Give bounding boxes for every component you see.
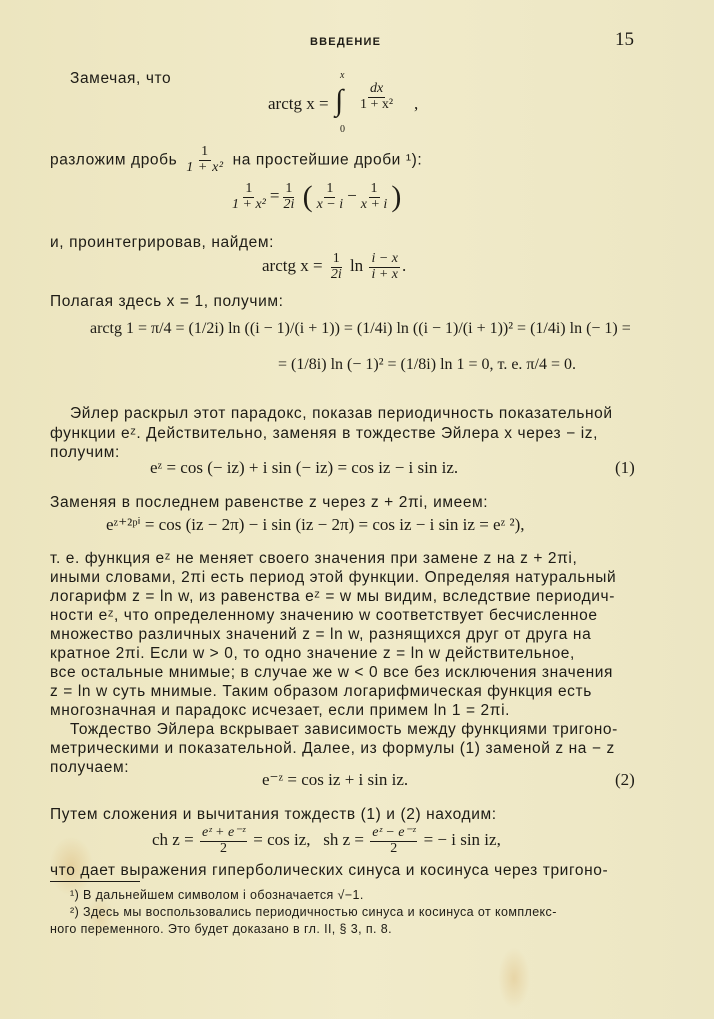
paragraph-line: функции eᶻ. Действительно, заменяя в тождестве Эйлера x через − iz, [50,425,598,442]
paragraph-line: множество различных значений z = ln w, разнящихся друг от друга на [50,626,592,643]
integral-upper-limit: x [340,70,345,81]
text-line: Путем сложения и вычитания тождеств (1) и (2) находим: [50,806,497,823]
equation-1-label: (1) [615,458,635,477]
text-line: Замечая, что [70,70,172,87]
fraction: $\frac{1}{\text{1 + x²}}$ [186,144,224,175]
page-number: 15 [615,29,634,50]
paragraph-line: логарифм z = ln w, из равенства eᶻ = w мы видим, вследствие периодич- [50,588,615,605]
paragraph-line: получим: [50,444,120,461]
paragraph-line: все остальные мнимые; в случае же w < 0 все без исключения значения [50,664,613,681]
paragraph-line: метрическими и показательной. Далее, из формулы (1) заменой z на − z [50,740,615,757]
equation-partial-fractions: $\frac{1}{\text{1 + x²}}$ = $\frac{1}{2i}$ ( $\frac{1}{x - i}$ − $\frac{1}{x + i}$ ) [232,180,402,213]
integral-sign: ∫ [335,84,344,117]
paragraph-line: многозначная и парадокс исчезает, если примем ln 1 = 2πi. [50,702,511,719]
text-line: разложим дробь $\frac{1}{\text{1 + x²}}$ на простейшие дроби ¹): [50,144,423,175]
text-line: Полагая здесь x = 1, получим: [50,293,284,310]
eq-lhs: arctg x = [268,94,329,113]
paragraph-line: иными словами, 2πi есть период этой функции. Определяя натуральный [50,569,617,586]
integrand-fraction: $\frac{dx}{\text{1 + x²}}$ [360,81,394,112]
paragraph-line: ности eᶻ, что определенному значению w соответствует бесчисленное [50,607,598,624]
running-header: ВВЕДЕНИЕ [310,36,382,48]
equation-2-label: (2) [615,770,635,789]
integral-lower-limit: 0 [340,124,345,135]
paragraph-line: кратное 2πi. Если w > 0, то одно значение z = ln w действительное, [50,645,575,662]
equation-hyperbolic: ch z = $\frac{\text{eᶻ + e⁻ᶻ}}{2}$ = cos iz, sh z = $\frac{\text{eᶻ − e⁻ᶻ}}{2}$ = − i sin iz, [152,825,501,856]
equation-1: eᶻ = cos (− iz) + i sin (− iz) = cos iz − i sin iz. [150,458,459,477]
equation-period: eᶻ⁺²ᵖⁱ = cos (iz − 2π) − i sin (iz − 2π) = cos iz − i sin iz = eᶻ ²), [106,515,525,534]
paragraph-line: Эйлер раскрыл этот парадокс, показав периодичность показательной [70,405,613,422]
paragraph-line: z = ln w суть мнимые. Таким образом логарифмическая функция есть [50,683,592,700]
equation-arctg-log: arctg x = $\frac{1}{2i}$ ln $\frac{i - x}{i + x}$ . [262,251,407,282]
footnote-2-cont: ного переменного. Это будет доказано в гл. II, § 3, п. 8. [50,922,393,936]
paragraph-line: Тождество Эйлера вскрывает зависимость между функциями тригоно- [70,721,618,738]
equation-paradox-line1: arctg 1 = π/4 = (1/2i) ln ((i − 1)/(i + 1)) = (1/4i) ln ((i − 1)/(i + 1))² = (1/4i) ln (− 1) = [90,320,631,337]
footnote-2: ²) Здесь мы воспользовались периодичностью синуса и косинуса от комплекс- [70,905,557,919]
equation-2: e⁻ᶻ = cos iz + i sin iz. [262,770,409,789]
text-line: Заменяя в последнем равенстве z через z + 2πi, имеем: [50,494,489,511]
text-line: что дает выражения гиперболических синуса и косинуса через тригоно- [50,862,609,879]
text-line: и, проинтегрировав, найдем: [50,234,275,251]
footnote-1: ¹) В дальнейшем символом i обозначается √−1. [70,888,364,902]
footnote-divider [50,881,140,882]
paragraph-line: получаем: [50,759,130,776]
equation-paradox-line2: = (1/8i) ln (− 1)² = (1/8i) ln 1 = 0, т. е. π/4 = 0. [278,356,576,373]
paragraph-line: т. е. функция eᶻ не меняет своего значения при замене z на z + 2πi, [50,550,578,567]
